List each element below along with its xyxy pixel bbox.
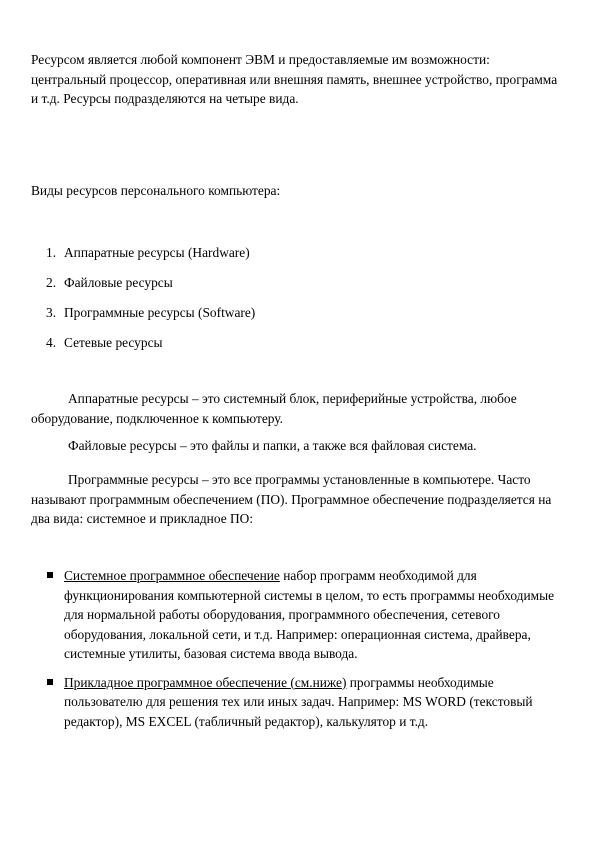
list-number: 4. xyxy=(46,335,57,350)
file-paragraph xyxy=(31,436,576,456)
list-item xyxy=(31,273,255,303)
intro-line: и т.д. Ресурсы подразделяются на четыре вида. xyxy=(31,91,299,106)
bullet-text: для нормальной работы оборудования, программного обеспечения, сетевого xyxy=(64,607,501,622)
bullet-text: пользователю для решения тех или иных задач. Например: MS WORD (текстовый xyxy=(64,694,533,709)
resource-types-heading: Виды ресурсов персонального компьютера: xyxy=(31,183,281,198)
square-bullet-icon xyxy=(47,572,53,578)
bullet-term: Системное программное обеспечение xyxy=(64,568,280,583)
square-bullet-icon xyxy=(47,679,53,685)
bullet-text: программы необходимые xyxy=(346,674,494,690)
list-item xyxy=(31,333,255,363)
paragraph-line: называют программным обеспечением (ПО). Программное обеспечение подразделяется на xyxy=(31,491,552,507)
list-number: 3. xyxy=(46,305,57,320)
intro-paragraph xyxy=(31,50,576,109)
list-item-label: Аппаратные ресурсы (Hardware) xyxy=(64,245,250,260)
list-number: 2. xyxy=(46,275,57,290)
resource-types-list xyxy=(31,243,255,363)
paragraph-line: Программные ресурсы – это все программы установленные в компьютере. Часто xyxy=(68,472,531,487)
bullet-text: редактор), MS EXCEL (табличный редактор), калькулятор и т.д. xyxy=(64,713,429,729)
list-item xyxy=(31,243,255,273)
list-item xyxy=(31,303,255,333)
bullet-item-system-software xyxy=(31,566,576,664)
intro-line: Ресурсом является любой компонент ЭВМ и предоставляемые им возможности: xyxy=(31,52,490,67)
software-types-list xyxy=(31,566,576,740)
paragraph-line: оборудование, подключенное к компьютеру. xyxy=(31,410,283,426)
bullet-text: системные утилиты, базовая система ввода вывода. xyxy=(64,646,358,661)
intro-line: центральный процессор, оперативная или внешняя память, внешнее устройство, программа xyxy=(31,71,558,87)
hardware-paragraph xyxy=(31,389,576,428)
list-item-label: Сетевые ресурсы xyxy=(64,335,163,350)
bullet-text: функционирования компьютерной системы в целом, то есть программы необходимые xyxy=(64,587,555,603)
list-item-label: Файловые ресурсы xyxy=(64,275,173,290)
bullet-item-application-software xyxy=(31,673,576,732)
paragraph-line: Аппаратные ресурсы – это системный блок, периферийные устройства, любое xyxy=(68,391,517,406)
bullet-text: оборудования, локальной сети, и т.д. Например: операционная система, драйвера, xyxy=(64,626,531,642)
paragraph-line: два вида: системное и прикладное ПО: xyxy=(31,511,254,526)
list-item-label: Программные ресурсы (Software) xyxy=(64,305,256,320)
software-paragraph xyxy=(31,470,576,529)
paragraph-line: Файловые ресурсы – это файлы и папки, а также вся файловая система. xyxy=(68,438,477,453)
list-number: 1. xyxy=(46,245,57,260)
bullet-term: Прикладное программное обеспечение (см.ниже) xyxy=(64,674,347,690)
bullet-text: набор программ необходимой для xyxy=(279,568,477,583)
